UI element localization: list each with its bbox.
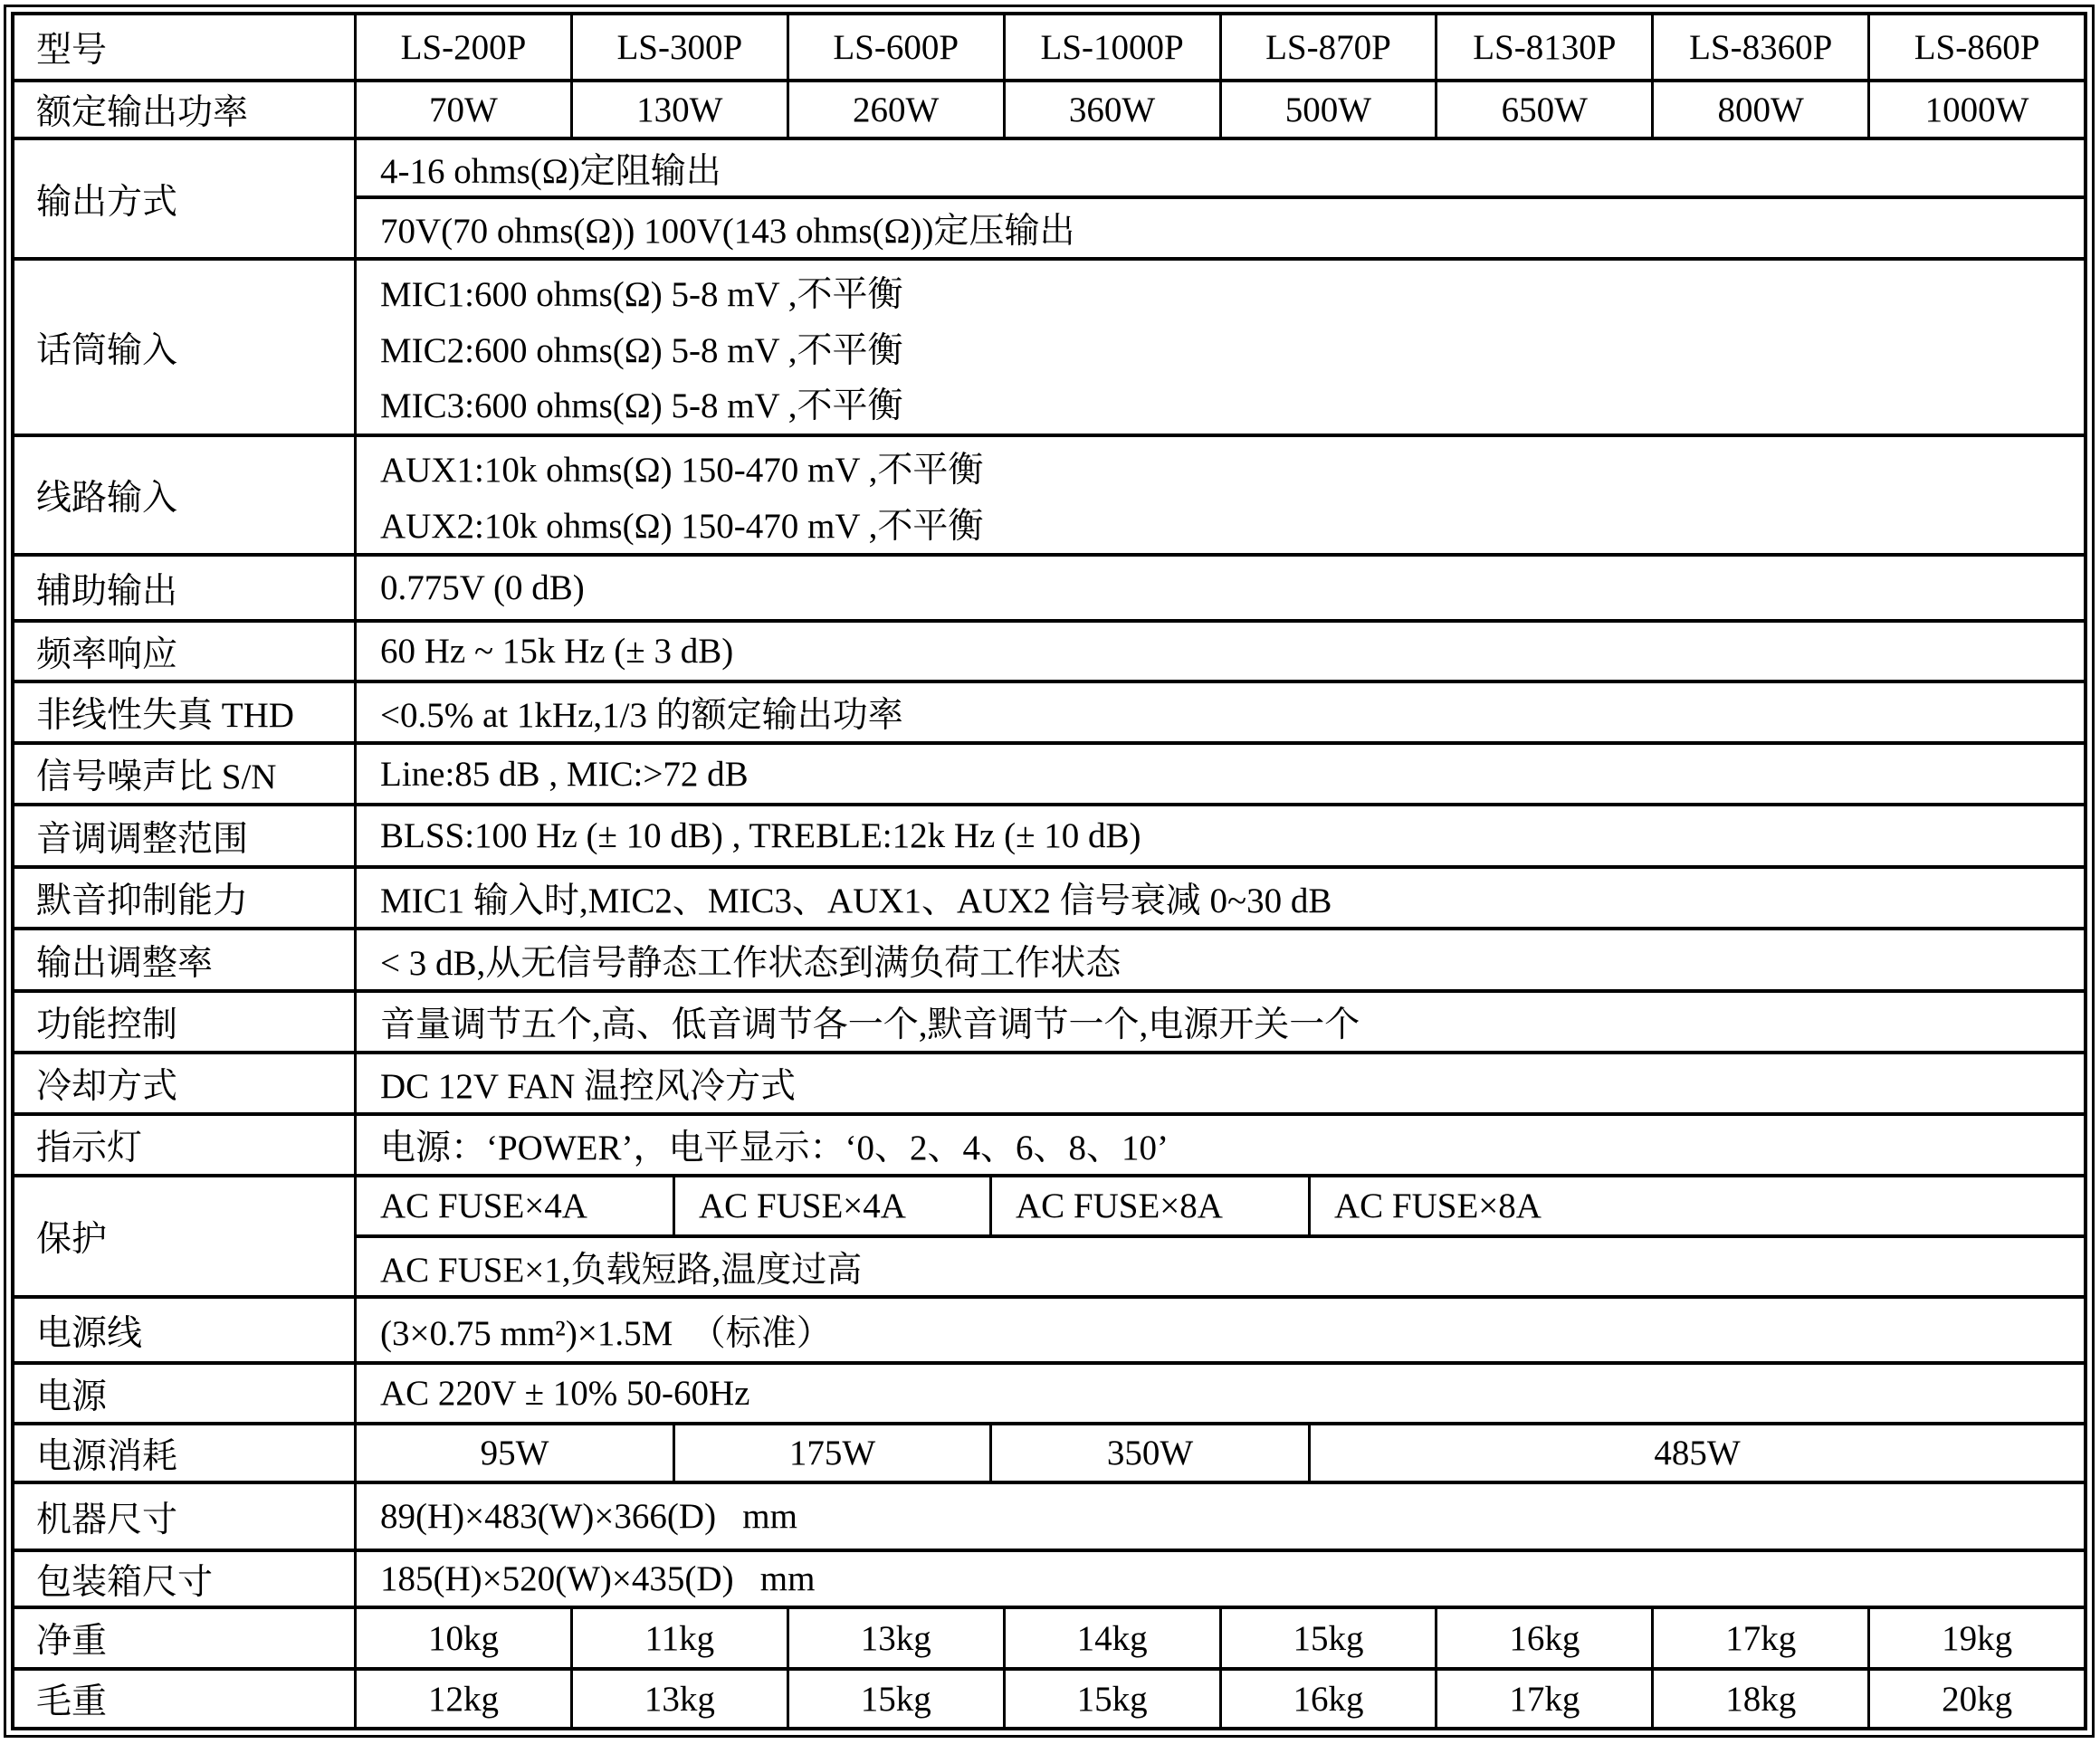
row-label-indicators: 指示灯 bbox=[14, 1116, 357, 1174]
model-cell: LS-870P bbox=[1219, 15, 1436, 79]
row-label-mute-suppression: 默音抑制能力 bbox=[14, 869, 357, 927]
gross-weight-cell: 20kg bbox=[1867, 1671, 2084, 1727]
rated-power-cell: 360W bbox=[1003, 82, 1219, 137]
fuse-cell: AC FUSE×8A bbox=[989, 1177, 1308, 1234]
aux1-spec: AUX1:10k ohms(Ω) 150-470 mV ,不平衡 bbox=[380, 451, 984, 491]
model-cells bbox=[357, 15, 2084, 79]
gross-weight-cells bbox=[357, 1671, 2084, 1727]
model-cell: LS-300P bbox=[570, 15, 787, 79]
row-function-control bbox=[14, 993, 2084, 1054]
output-mode-constant-voltage bbox=[357, 199, 2084, 257]
line-input-lines bbox=[357, 437, 2084, 553]
gross-weight-cell: 18kg bbox=[1651, 1671, 1867, 1727]
power-consumption-cell: 95W bbox=[480, 1434, 549, 1472]
protection-fuse-row bbox=[357, 1177, 2084, 1238]
rated-power-cell: 130W bbox=[570, 82, 787, 137]
cooling-value: DC 12V FAN 温控风冷方式 bbox=[380, 1067, 797, 1106]
gross-weight-cell: 13kg bbox=[570, 1671, 787, 1727]
spec-table bbox=[11, 12, 2087, 1730]
protection-common-row bbox=[357, 1238, 2084, 1295]
row-package-size bbox=[14, 1552, 2084, 1609]
row-power-consumption bbox=[14, 1425, 2084, 1484]
row-output-mode bbox=[14, 140, 2084, 261]
output-regulation-value: < 3 dB,从无信号静态工作状态到满负荷工作状态 bbox=[380, 943, 1122, 983]
row-output-regulation bbox=[14, 930, 2084, 993]
power-consumption-cell: 350W bbox=[989, 1425, 1308, 1481]
rated-power-cell: 1000W bbox=[1867, 82, 2084, 137]
gross-weight-cell: 12kg bbox=[427, 1679, 499, 1719]
aux-output-value: 0.775V (0 dB) bbox=[380, 568, 585, 607]
row-aux-output bbox=[14, 557, 2084, 623]
row-label-package-size: 包装箱尺寸 bbox=[14, 1552, 357, 1606]
net-weight-cell: 16kg bbox=[1435, 1609, 1651, 1667]
model-cell: LS-600P bbox=[787, 15, 1003, 79]
power-cord-value: (3×0.75 mm²)×1.5M （标准） bbox=[380, 1313, 832, 1353]
row-label-power-cord: 电源线 bbox=[14, 1299, 357, 1361]
net-weight-cell: 11kg bbox=[570, 1609, 787, 1667]
power-consumption-cell: 175W bbox=[673, 1425, 989, 1481]
rated-power-cell: 500W bbox=[1219, 82, 1436, 137]
gross-weight-cell: 15kg bbox=[787, 1671, 1003, 1727]
mic-input-lines bbox=[357, 261, 2084, 434]
protection-stack bbox=[357, 1177, 2084, 1295]
row-label-snr: 信号噪声比 S/N bbox=[14, 745, 357, 803]
model-cell: LS-1000P bbox=[1003, 15, 1219, 79]
net-weight-cell: 13kg bbox=[787, 1609, 1003, 1667]
frequency-response-value: 60 Hz ~ 15k Hz (± 3 dB) bbox=[380, 632, 734, 671]
row-label-function-control: 功能控制 bbox=[14, 993, 357, 1051]
row-snr bbox=[14, 745, 2084, 806]
power-consumption-cells bbox=[357, 1425, 2084, 1481]
row-label-power-consumption: 电源消耗 bbox=[14, 1425, 357, 1481]
row-net-weight bbox=[14, 1609, 2084, 1671]
row-label-tone-range: 音调调整范围 bbox=[14, 806, 357, 865]
row-indicators bbox=[14, 1116, 2084, 1177]
row-mic-input bbox=[14, 261, 2084, 437]
mic2-spec: MIC2:600 ohms(Ω) 5-8 mV ,不平衡 bbox=[380, 330, 903, 370]
row-cooling bbox=[14, 1054, 2084, 1116]
row-power-cord bbox=[14, 1299, 2084, 1365]
row-label-mic-input: 话筒输入 bbox=[14, 261, 357, 434]
mic3-spec: MIC3:600 ohms(Ω) 5-8 mV ,不平衡 bbox=[380, 386, 903, 426]
row-label-power-supply: 电源 bbox=[14, 1365, 357, 1422]
thd-value: <0.5% at 1kHz,1/3 的额定输出功率 bbox=[380, 696, 903, 735]
net-weight-cell: 19kg bbox=[1867, 1609, 2084, 1667]
gross-weight-cell: 17kg bbox=[1435, 1671, 1651, 1727]
power-supply-value: AC 220V ± 10% 50-60Hz bbox=[380, 1374, 750, 1413]
mic1-spec: MIC1:600 ohms(Ω) 5-8 mV ,不平衡 bbox=[380, 274, 903, 314]
rated-power-cell: 800W bbox=[1651, 82, 1867, 137]
aux2-spec: AUX2:10k ohms(Ω) 150-470 mV ,不平衡 bbox=[380, 506, 984, 546]
model-cell: LS-8130P bbox=[1435, 15, 1651, 79]
net-weight-cell: 17kg bbox=[1651, 1609, 1867, 1667]
table-outer-border bbox=[4, 5, 2095, 1738]
rated-power-cell: 260W bbox=[787, 82, 1003, 137]
row-machine-size bbox=[14, 1484, 2084, 1552]
row-label-net-weight: 净重 bbox=[14, 1609, 357, 1667]
function-control-value: 音量调节五个,高、低音调节各一个,默音调节一个,电源开关一个 bbox=[380, 1005, 1360, 1044]
snr-value: Line:85 dB , MIC:>72 dB bbox=[380, 754, 749, 794]
power-consumption-cell: 485W bbox=[1308, 1425, 2084, 1481]
row-label-rated-power: 额定输出功率 bbox=[14, 82, 357, 137]
fuse-cell: AC FUSE×8A bbox=[1308, 1177, 2084, 1234]
rated-power-cell: 650W bbox=[1435, 82, 1651, 137]
row-mute-suppression bbox=[14, 869, 2084, 930]
row-label-gross-weight: 毛重 bbox=[14, 1671, 357, 1727]
model-cell: LS-860P bbox=[1867, 15, 2084, 79]
row-label-machine-size: 机器尺寸 bbox=[14, 1484, 357, 1549]
row-model bbox=[14, 15, 2084, 82]
row-label-protection: 保护 bbox=[14, 1177, 357, 1295]
fuse-cell: AC FUSE×4A bbox=[380, 1186, 587, 1225]
net-weight-cell: 15kg bbox=[1219, 1609, 1436, 1667]
mute-suppression-value: MIC1 输入时,MIC2、MIC3、AUX1、AUX2 信号衰减 0~30 dB bbox=[380, 882, 1332, 920]
gross-weight-cell: 16kg bbox=[1219, 1671, 1436, 1727]
net-weight-cells bbox=[357, 1609, 2084, 1667]
row-thd bbox=[14, 683, 2084, 745]
net-weight-cell: 14kg bbox=[1003, 1609, 1219, 1667]
output-mode-stack bbox=[357, 140, 2084, 257]
tone-range-value: BLSS:100 Hz (± 10 dB) , TREBLE:12k Hz (± 10 dB) bbox=[380, 816, 1141, 855]
machine-size-value: 89(H)×483(W)×366(D) mm bbox=[380, 1497, 797, 1536]
gross-weight-cell: 15kg bbox=[1003, 1671, 1219, 1727]
row-label-model: 型号 bbox=[14, 15, 357, 79]
package-size-value: 185(H)×520(W)×435(D) mm bbox=[380, 1559, 816, 1598]
output-mode-line1: 4-16 ohms(Ω)定阻输出 bbox=[380, 151, 721, 191]
row-power-supply bbox=[14, 1365, 2084, 1425]
row-tone-range bbox=[14, 806, 2084, 869]
row-frequency-response bbox=[14, 623, 2084, 683]
row-label-cooling: 冷却方式 bbox=[14, 1054, 357, 1112]
rated-power-cells bbox=[357, 82, 2084, 137]
indicators-value: 电源：‘POWER’，电平显示：‘0、2、4、6、8、10’ bbox=[380, 1129, 1169, 1167]
row-label-frequency-response: 频率响应 bbox=[14, 623, 357, 680]
model-cell: LS-8360P bbox=[1651, 15, 1867, 79]
row-label-output-mode: 输出方式 bbox=[14, 140, 357, 257]
row-line-input bbox=[14, 437, 2084, 557]
net-weight-cell: 10kg bbox=[427, 1618, 499, 1658]
row-label-line-input: 线路输入 bbox=[14, 437, 357, 553]
fuse-cell: AC FUSE×4A bbox=[673, 1177, 989, 1234]
row-rated-power bbox=[14, 82, 2084, 140]
row-label-thd: 非线性失真 THD bbox=[14, 683, 357, 741]
row-protection bbox=[14, 1177, 2084, 1299]
rated-power-cell: 70W bbox=[429, 90, 498, 129]
row-label-aux-output: 辅助输出 bbox=[14, 557, 357, 619]
output-mode-constant-impedance bbox=[357, 140, 2084, 199]
model-cell: LS-200P bbox=[400, 27, 527, 67]
row-gross-weight bbox=[14, 1671, 2084, 1727]
output-mode-line2: 70V(70 ohms(Ω)) 100V(143 ohms(Ω))定压输出 bbox=[380, 212, 1075, 251]
row-label-output-regulation: 输出调整率 bbox=[14, 930, 357, 989]
protection-common-value: AC FUSE×1,负载短路,温度过高 bbox=[380, 1250, 863, 1290]
